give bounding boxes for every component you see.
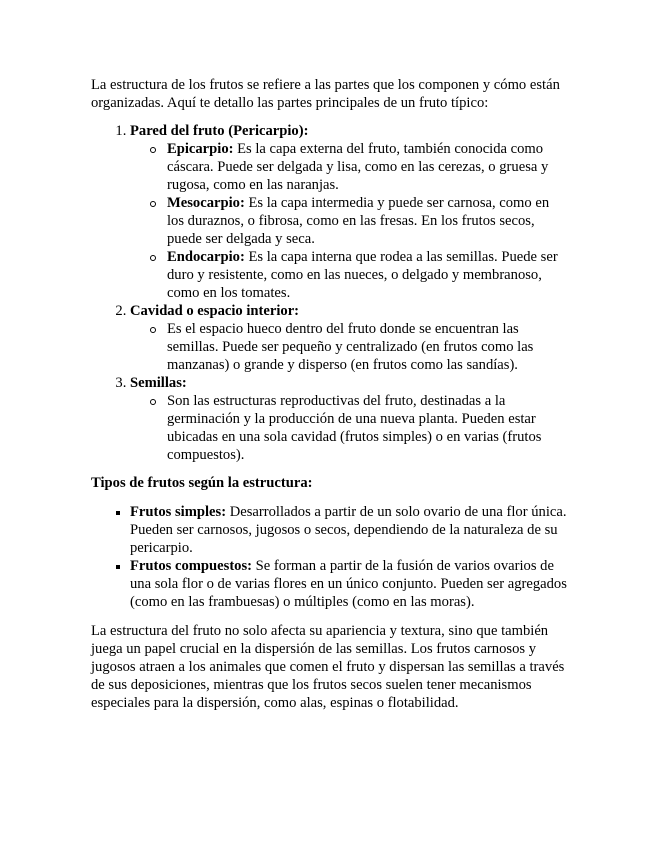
sub-item-text: Es la capa externa del fruto, también conocida como cáscara. Puede ser delgada y lisa, como en las cerezas, o gruesa y rugosa, como en las naranjas. xyxy=(167,141,549,193)
type-text: Se forman a partir de la fusión de varios ovarios de una sola flor o de varias flores en un único conjunto. Pueden ser agregados (como en las frambuesas) o múltiples (como en las moras). xyxy=(130,558,567,610)
sub-item-endocarp xyxy=(167,248,569,302)
part-title: Pared del fruto (Pericarpio): xyxy=(130,123,309,139)
part-title: Cavidad o espacio interior: xyxy=(130,303,300,319)
fruit-types-list xyxy=(91,503,569,611)
sub-item-term: Endocarpio: xyxy=(167,249,245,265)
conclusion-paragraph: La estructura del fruto no solo afecta su apariencia y textura, sino que también juega un papel crucial en la dispersión de las semillas. Los frutos carnosos y jugosos atraen a los animales que comen el fruto y dispersan las semillas a través de sus deposiciones, mientras que los frutos secos suelen tener mecanismos especiales para la dispersión, como alas, espinas o flotabilidad. xyxy=(91,623,565,711)
sub-item-epicarp xyxy=(167,140,569,194)
cavity-sub-list xyxy=(130,320,569,374)
sub-item-text: Es la capa interna que rodea a las semillas. Puede ser duro y resistente, como en las nueces, o delgado y membranoso, como en los tomates. xyxy=(167,249,558,301)
part-title: Semillas: xyxy=(130,375,187,391)
sub-item-term: Epicarpio: xyxy=(167,141,234,157)
sub-item-text: Son las estructuras reproductivas del fruto, destinadas a la germinación y la producción de una nueva planta. Pueden estar ubicadas en una sola cavidad (frutos simples) o en varias (frutos compuestos). xyxy=(167,393,542,463)
sub-item-text: Es el espacio hueco dentro del fruto donde se encuentran las semillas. Puede ser pequeño y centralizado (en frutos como las manzanas) o grande y disperso (en frutos como las sandías). xyxy=(167,321,534,373)
document-page xyxy=(91,76,569,712)
sub-item-text: Es la capa intermedia y puede ser carnosa, como en los duraznos, o fibrosa, como en las fresas. En los frutos secos, puede ser delgada y seca. xyxy=(167,195,550,247)
intro-paragraph: La estructura de los frutos se refiere a las partes que los componen y cómo están organizadas. Aquí te detallo las partes principales de un fruto típico: xyxy=(91,77,560,111)
types-heading: Tipos de frutos según la estructura: xyxy=(91,475,313,491)
type-item-compound xyxy=(130,557,569,611)
type-term: Frutos simples: xyxy=(130,504,227,520)
part-item-seeds xyxy=(130,374,569,464)
pericarp-sub-list xyxy=(130,140,569,302)
sub-item-cavity-description xyxy=(167,320,569,374)
seeds-sub-list xyxy=(130,392,569,464)
fruit-parts-list xyxy=(91,122,569,464)
sub-item-mesocarp xyxy=(167,194,569,248)
part-item-pericarp xyxy=(130,122,569,302)
sub-item-term: Mesocarpio: xyxy=(167,195,245,211)
part-item-cavity xyxy=(130,302,569,374)
type-item-simple xyxy=(130,503,569,557)
type-text: Desarrollados a partir de un solo ovario de una flor única. Pueden ser carnosos, jugosos o secos, dependiendo de la naturaleza de su pericarpio. xyxy=(130,504,567,556)
sub-item-seeds-description xyxy=(167,392,569,464)
type-term: Frutos compuestos: xyxy=(130,558,253,574)
